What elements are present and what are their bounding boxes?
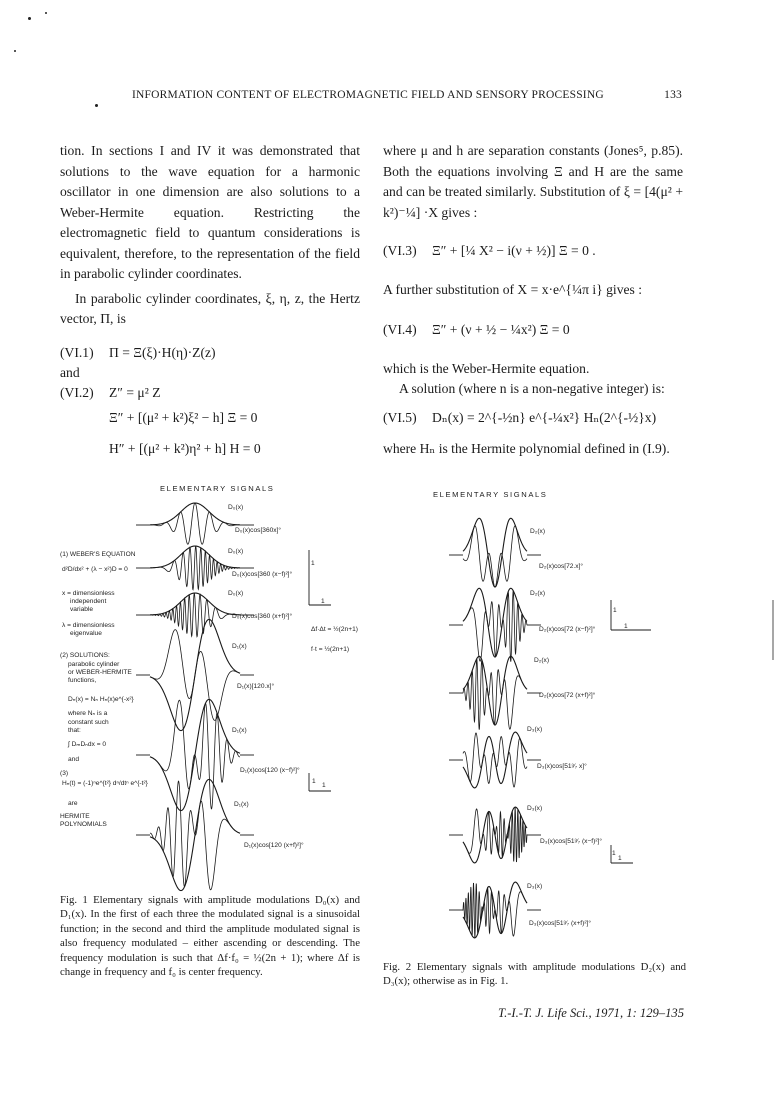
equation-vi3: Ξ″ + [¼ X² − i(ν + ½)] Ξ = 0 . [432,243,596,258]
fig1-label-6: D₁(x) [232,643,247,650]
fig2-label-6: D₃(x) [527,726,543,733]
fig2-label-5: D₂(x)cos[72 (x+f)²]° [539,692,596,699]
fig2-title: ELEMENTARY SIGNALS [433,490,548,499]
fig2-envelope-2 [463,656,527,725]
equation-vi2: Z″ = μ² Z [109,385,161,400]
fig2-label-7: D₃(x)cos[51³⁄₇ x]° [537,763,587,770]
fig1-note-13: constant such [68,719,109,726]
fig2-label-4: D₂(x) [534,657,550,664]
scan-speck [95,104,98,107]
fig1-note-5: λ = dimensionless [62,622,115,629]
fig1-note-16: and [68,756,80,763]
fig2-signal-0 [463,526,527,587]
fig2-scale-label-1: 1 [624,623,628,630]
fig2-scale-label-2: 1 [612,850,616,857]
fig1-label-9: D₁(x)cos[120 (x−f)²]° [240,767,300,774]
fig1-note-21: POLYNOMIALS [60,821,107,828]
scan-speck [45,12,47,14]
fig2-envelope-1 [463,588,527,657]
right-paragraph-1: where μ and h are separation constants (Jones⁵, p.85). Both the equations involving Ξ and H are the same and can be treated similarly. Substitution of ξ = [4(μ² + k²)⁻¼] ·X gives : [383,143,683,220]
right-paragraph-3: which is the Weber-Hermite equation. [383,361,590,376]
fig1-caption: Fig. 1 Elementary signals with amplitude modulations D₀(x) and D₁(x). In the first of each three the modulated signal is a sinusoidal function; in the second and third the amplitude modulated signal is also frequency modulated – either ascending or descending. The frequency modulation is such that Δf·f₀ = ½(2n + 1); where Δf is change in frequency and f₀ is center frequency. [60,894,360,979]
fig1-note-9: or WEBER-HERMITE [68,669,132,676]
equation-vi4-label: (VI.4) [383,322,417,337]
fig2-signal-4 [463,807,527,861]
equation-vi4: Ξ″ + (ν + ½ − ¼x²) Ξ = 0 [432,322,570,337]
fig1-label-5: D₀(x)cos[360 (x+f)²]° [232,613,293,620]
right-paragraph-2: A further substitution of X = x·e^{¼π i} gives : [383,282,642,297]
header-title: INFORMATION CONTENT OF ELECTROMAGNETIC FIELD AND SENSORY PROCESSING [132,89,604,101]
fig1-waveforms [136,503,331,891]
fig1-label-3: D₀(x)cos[360 (x−f)²]° [232,571,293,578]
fig1-note-4: variable [70,606,94,613]
fig1-label-0: D₀(x) [228,504,244,511]
fig2-scale-label-0: 1 [613,607,617,614]
fig1-note-0: (1) WEBER'S EQUATION [60,551,136,558]
fig2-label-0: D₂(x) [530,528,546,535]
fig1-note-19: are [68,800,78,807]
fig2-envelope-0 [463,518,527,587]
fig1-signal-5 [150,781,240,890]
fig2-caption: Fig. 2 Elementary signals with amplitude modulations D₂(x) and D₃(x); otherwise as in Fig. 1. [383,961,686,988]
fig1-note-15: ∫ DₘDₙdx = 0 [68,741,107,748]
right-paragraph-4: A solution (where n is a non-negative integer) is: [399,381,665,396]
footer-citation: T.-I.-T. J. Life Sci., 1971, 1: 129–135 [498,1006,684,1020]
fig1-delta-note-1: Δf·Δt = ½(2n+1) [311,626,358,633]
left-paragraph-2: In parabolic cylinder coordinates, ξ, η, z, the Hertz vector, Π, is [60,290,360,326]
equation-vi5-label: (VI.5) [383,410,417,425]
right-column [383,141,683,223]
fig2-label-2: D₂(x) [530,590,546,597]
fig1-note-8: parabolic cylinder [68,661,120,668]
fig2-plot [445,505,675,975]
fig1-label-11: D₁(x)cos[120 (x+f)²]° [244,842,304,849]
fig1-signal-1 [150,546,240,589]
fig1-signal-2 [150,593,240,636]
fig1-envelope-0 [150,503,240,525]
fig1-scale-label-1: 1 [321,598,325,605]
fig1-scale-label-3: 1 [322,782,326,789]
left-paragraph-1: tion. In sections I and IV it was demonstrated that solutions to the wave equation for a harmonic oscillator in one dimension are also solutions to a Weber-Hermite equation. Restricting the electromagnetic field to quantum considerations is equivalent, therefore, to the representation of the field in parabolic cylinder coordinates. [60,143,360,281]
fig1-signal-3 [150,630,240,721]
page-number: 133 [664,89,682,101]
fig1-delta-note-2: f·t = ½(2n+1) [311,646,350,653]
equation-vi3-label: (VI.3) [383,243,417,258]
fig1-signal-4 [150,700,240,809]
equation-vi5: Dₙ(x) = 2^{-½n} e^{-¼x²} Hₙ(2^{-½}x) [432,410,657,425]
fig2-label-9: D₃(x)cos[51³⁄₇ (x−f)²]° [540,838,602,845]
equation-xi: Ξ″ + [(μ² + k²)ξ² − h] Ξ = 0 [109,410,258,425]
fig2-label-1: D₂(x)cos[72.x]° [539,563,584,570]
fig1-note-1: d²D/dx² + (λ − x²)D = 0 [62,566,128,573]
fig1-signal-0 [150,503,240,544]
fig2-label-10: D₃(x) [527,883,543,890]
left-column [60,141,360,330]
fig1-note-7: (2) SOLUTIONS: [60,652,110,659]
fig2-signal-3 [463,733,527,787]
fig1-note-11: Dₙ(x) = Nₙ Hₙ(x)e^{-x²} [68,696,134,703]
fig1-note-12: where Nₙ is a [68,710,108,717]
scan-speck [14,50,16,52]
fig1-label-7: D₁(x)[120.x]° [237,683,275,690]
fig2-label-3: D₂(x)cos[72 (x−f)²]° [539,626,596,633]
equation-vi1: Π = Ξ(ξ)·H(η)·Z(z) [109,345,216,360]
fig1-label-4: D₀(x) [228,590,244,597]
fig2-signal-5 [463,883,527,937]
fig1-note-14: that: [68,727,81,734]
fig2-waveforms [449,518,651,938]
fig2-label-8: D₃(x) [527,805,543,812]
fig1-note-10: functions, [68,677,97,684]
scan-speck [772,600,774,660]
fig1-label-10: D₁(x) [234,801,249,808]
fig1-note-20: HERMITE [60,813,90,820]
equation-vi2-label: (VI.2) [60,385,94,400]
scan-speck [28,17,31,20]
and-text: and [60,365,80,380]
fig1-note-18: Hₙ(t) = (-1)ⁿe^{t²} dⁿ/dtⁿ e^{-t²} [62,780,148,787]
fig1-scale-label-2: 1 [312,778,316,785]
fig1-scale-label-0: 1 [311,560,315,567]
fig1-note-6: eigenvalue [70,630,102,637]
fig1-label-8: D₁(x) [232,727,247,734]
fig2-label-11: D₃(x)cos[51³⁄₇ (x+f)²]° [529,920,591,927]
fig2-scale-label-3: 1 [618,855,622,862]
equation-eta: H″ + [(μ² + k²)η² + h] H = 0 [109,441,261,456]
equation-vi1-label: (VI.1) [60,345,94,360]
right-paragraph-5: where Hₙ is the Hermite polynomial defined in (I.9). [383,441,670,456]
fig1-label-1: D₀(x)cos[360x]° [235,527,282,534]
fig1-note-3: independent [70,598,107,605]
fig1-note-2: x = dimensionless [62,590,115,597]
fig1-note-17: (3) [60,770,69,777]
fig1-title: ELEMENTARY SIGNALS [160,484,275,493]
fig1-label-2: D₀(x) [228,548,244,555]
